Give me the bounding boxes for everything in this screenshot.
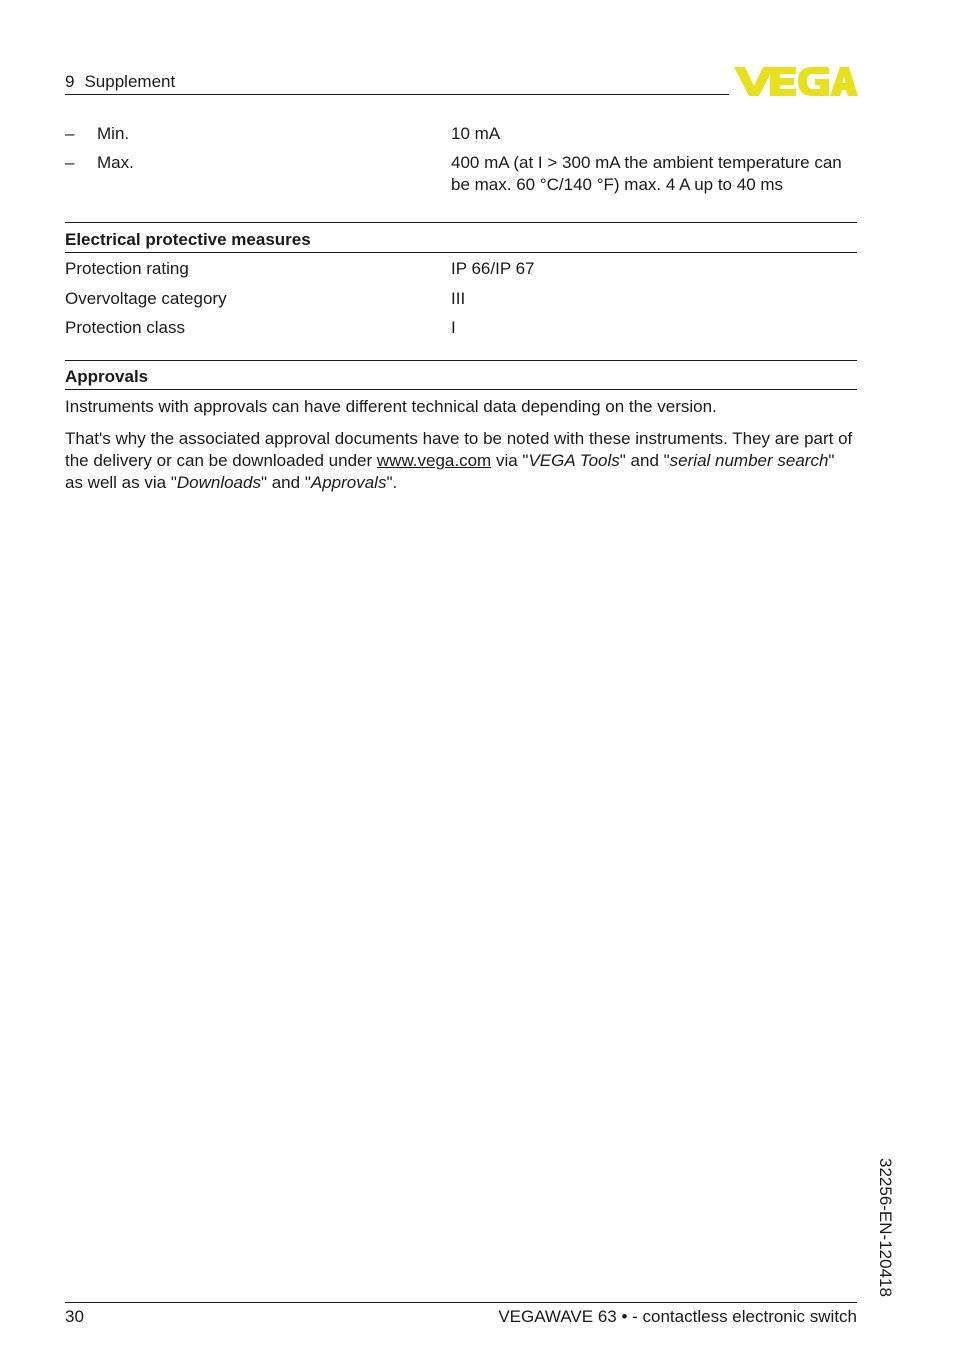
row-label: Max.: [97, 153, 134, 172]
min-current-row: [65, 123, 857, 145]
section-title-rule: [65, 389, 857, 390]
row-label: Protection rating: [65, 259, 189, 278]
section-top-rule: [65, 360, 857, 361]
row-value: III: [451, 289, 466, 308]
vega-logo: [734, 64, 858, 98]
vega-website-link[interactable]: www.vega.com: [376, 451, 492, 470]
row-value: IP 66/IP 67: [451, 259, 535, 278]
section-top-rule: [65, 222, 857, 223]
dash-bullet: –: [65, 124, 75, 143]
chapter-heading: [65, 71, 175, 93]
text-segment: via ": [491, 451, 529, 470]
chapter-number: 9: [65, 72, 75, 91]
row-value: 400 mA (at I > 300 mA the ambient temperature can be max. 60 °C/140 °F) max. 4 A up to 40 ms: [451, 153, 842, 194]
overvoltage-category-row: [65, 288, 857, 310]
approvals-paragraph-2: [65, 428, 857, 494]
downloads-term: Downloads: [176, 473, 261, 492]
section-title-rule: [65, 252, 857, 253]
page-number: 30: [65, 1307, 84, 1326]
text-segment: " and ": [619, 451, 670, 470]
dash-bullet: –: [65, 153, 75, 172]
text-segment: " and ": [260, 473, 311, 492]
footer-divider: [65, 1302, 857, 1303]
approvals-term: Approvals: [310, 473, 387, 492]
header-divider: [65, 94, 729, 95]
product-title: VEGAWAVE 63 • - contactless electronic switch: [498, 1307, 857, 1326]
protection-rating-row: [65, 258, 857, 280]
chapter-title: Supplement: [84, 72, 176, 91]
row-label: Min.: [97, 124, 130, 143]
protection-class-row: [65, 317, 857, 339]
approvals-paragraph-1: Instruments with approvals can have different technical data depending on the version.: [65, 397, 717, 416]
row-value: 10 mA: [451, 124, 501, 143]
row-label: Overvoltage category: [65, 289, 227, 308]
row-value: I: [451, 318, 456, 337]
text-segment: " as well as via ": [65, 451, 835, 492]
row-label: Protection class: [65, 318, 185, 337]
serial-number-search-term: serial number search: [669, 451, 829, 470]
section-title-approvals: Approvals: [65, 367, 149, 386]
vega-tools-term: VEGA Tools: [528, 451, 620, 470]
text-segment: That's why the associated approval documents have to be noted with these instruments. They are part of the delivery or can be downloaded under: [65, 429, 853, 470]
max-current-row: [65, 152, 857, 196]
section-title-electrical: Electrical protective measures: [65, 230, 311, 249]
document-number: 32256-EN-120418: [876, 1158, 895, 1297]
text-segment: ".: [386, 473, 398, 492]
